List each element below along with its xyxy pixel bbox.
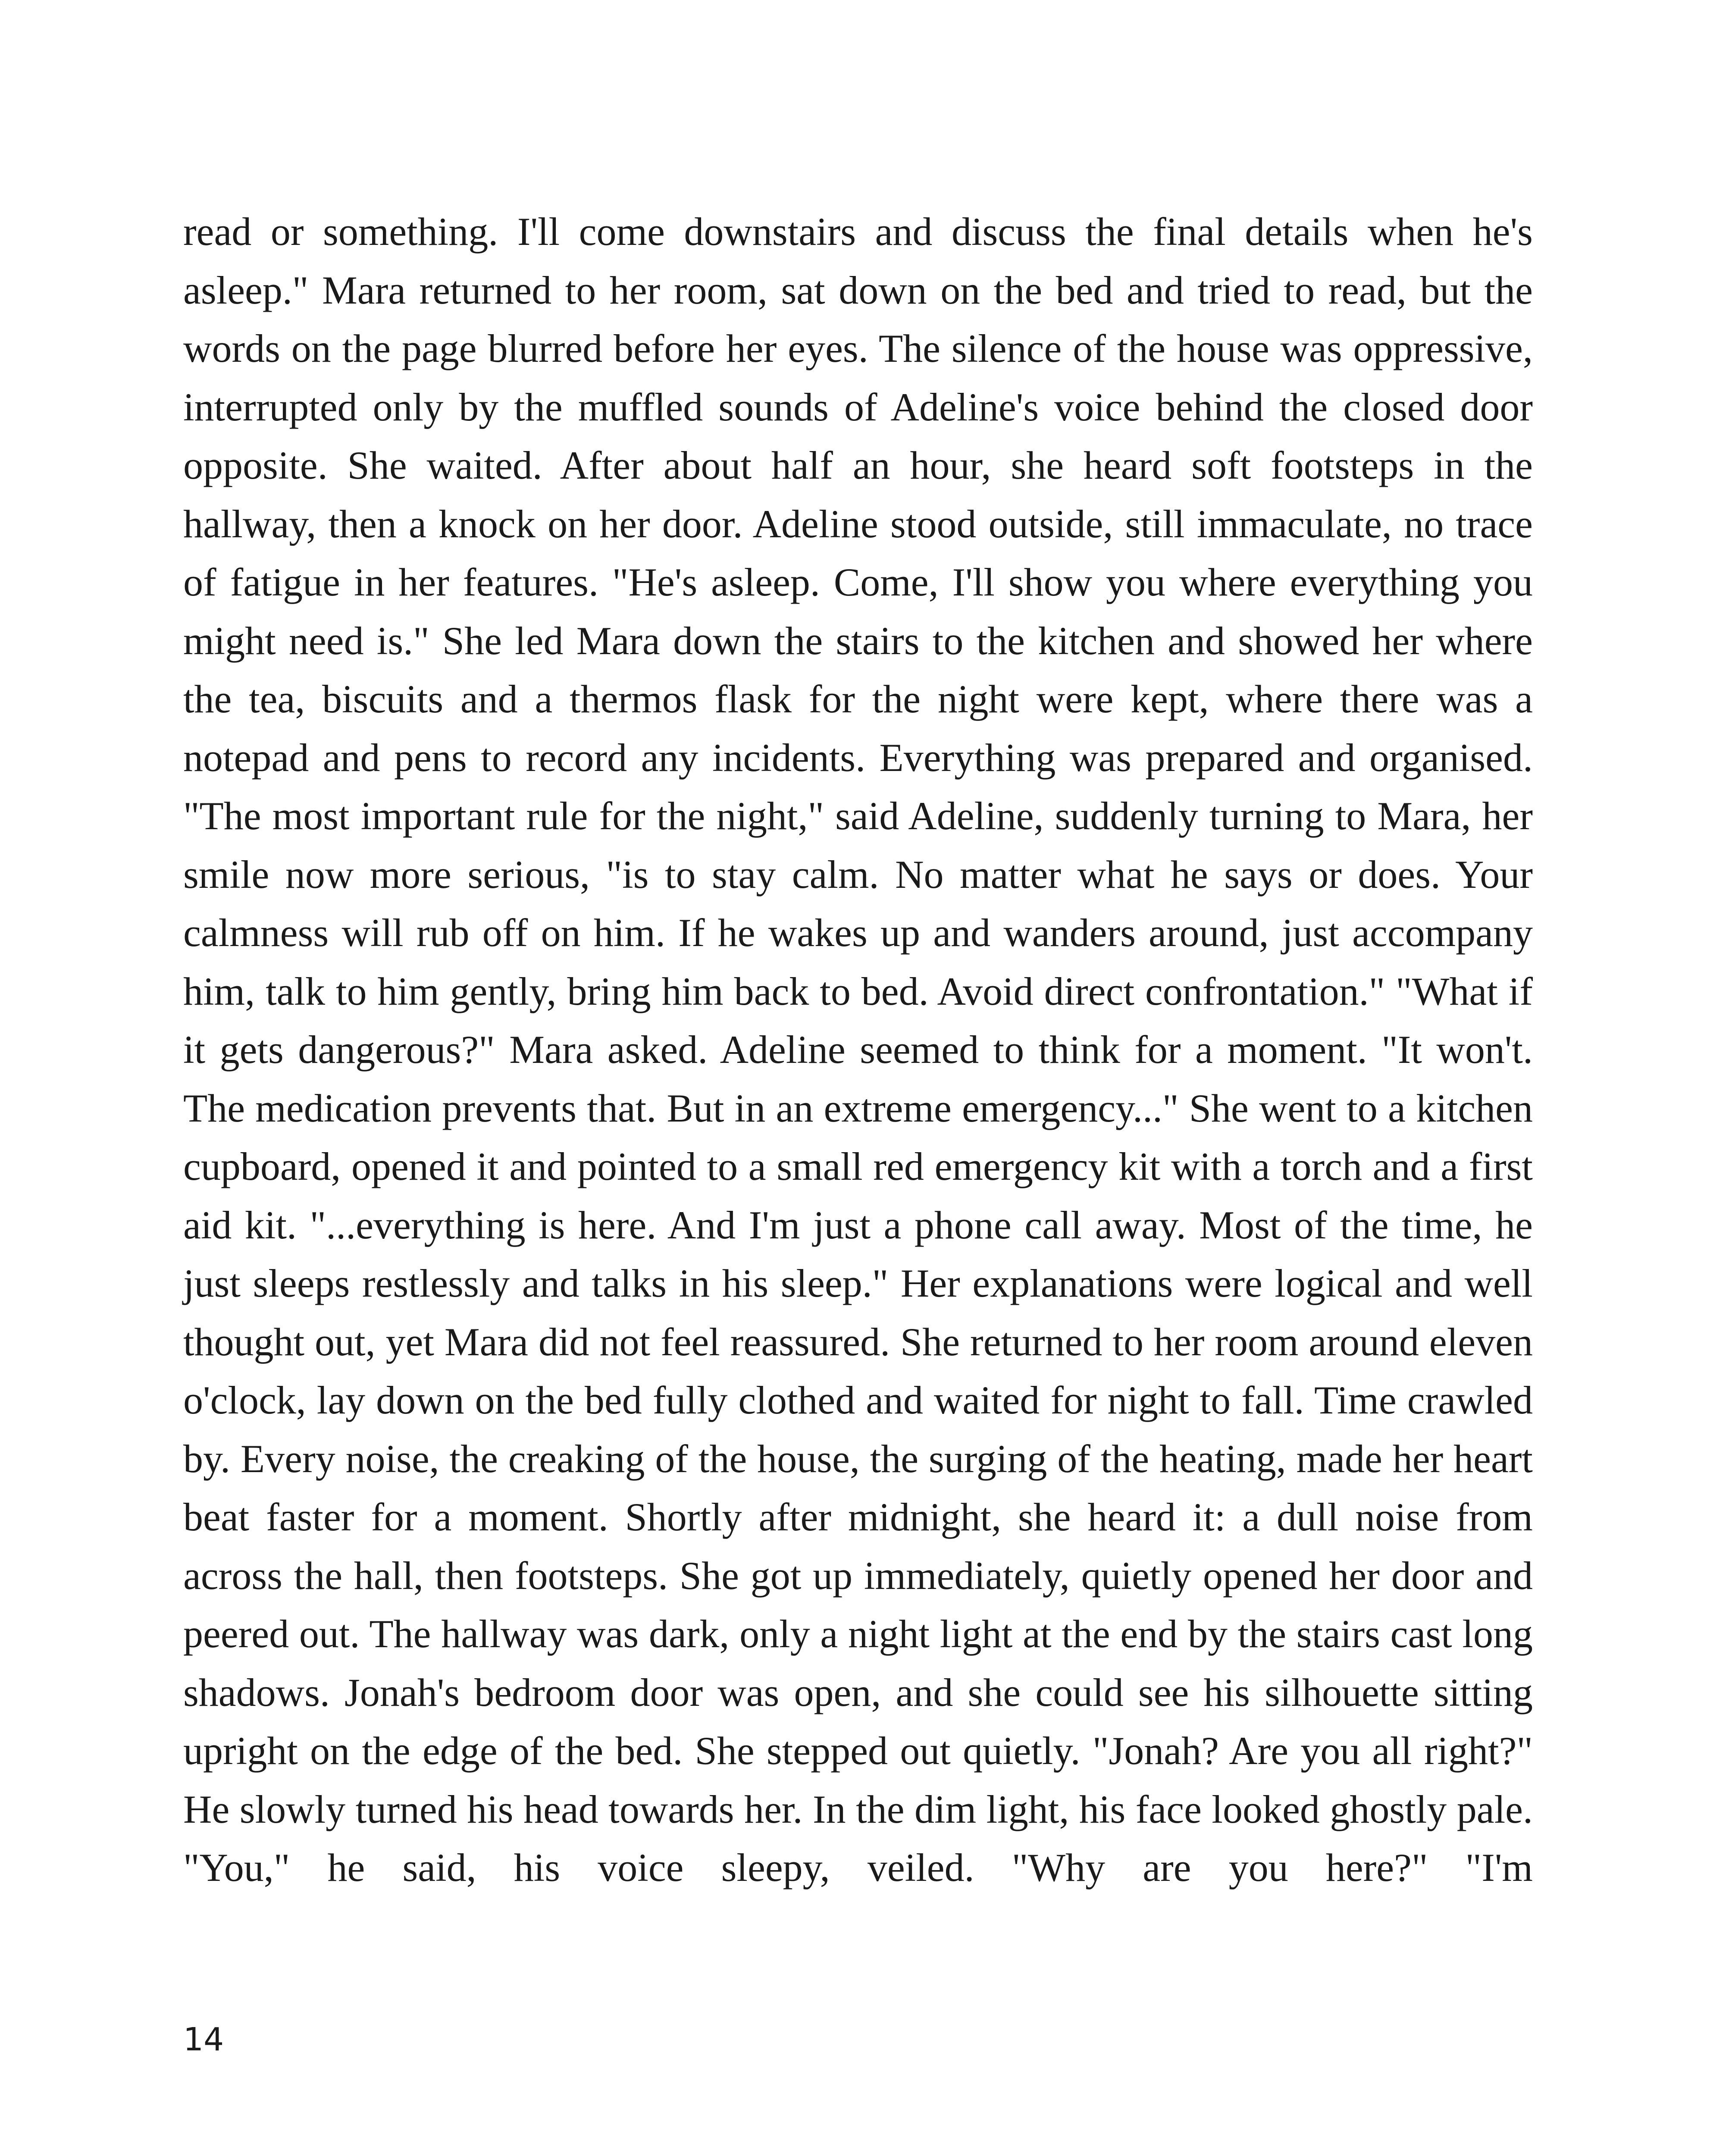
body-paragraph: read or something. I'll come downstairs and discuss the final details when he's asleep." Mara returned to her room, sat down on the bed and tried to read, but the words on the page blurred before her eyes. The silence of the house was oppressive, interrupted only by the muffled sounds of Adeline's voice behind the closed door opposite. She waited. After about half an hour, she heard soft footsteps in the hallway, then a knock on her door. Adeline stood outside, still immaculate, no trace of fatigue in her features. "He's asleep. Come, I'll show you where everything you might need is." She led Mara down the stairs to the kitchen and showed her where the tea, biscuits and a thermos flask for the night were kept, where there was a notepad and pens to record any incidents. Everything was prepared and organised. "The most important rule for the night," said Adeline, suddenly turning to Mara, her smile now more serious, "is to stay calm. No matter what he says or does. Your calmness will rub off on him. If he wakes up and wanders around, just accompany him, talk to him gently, bring him back to bed. Avoid direct confrontation." "What if it gets dangerous?" Mara asked. Adeline seemed to think for a moment. "It won't. The medication prevents that. But in an extreme emergency..." She went to a kitchen cupboard, opened it and pointed to a small red emergency kit with a torch and a first aid kit. "...everything is here. And I'm just a phone call away. Most of the time, he just sleeps restlessly and talks in his sleep." Her explanations were logical and well thought out, yet Mara did not feel reassured. She returned to her room around eleven o'clock, lay down on the bed fully clothed and waited for night to fall. Time crawled by. Every noise, the creaking of the house, the surging of the heating, made her heart beat faster for a moment. Shortly after midnight, she heard it: a dull noise from across the hall, then footsteps. She got up immediately, quietly opened her door and peered out. The hallway was dark, only a night light at the end by the stairs cast long shadows. Jonah's bedroom door was open, and she could see his silhouette sitting upright on the edge of the bed. She stepped out quietly. "Jonah? Are you all right?" He slowly turned his head towards her. In the dim light, his face looked ghostly pale. "You," he said, his voice sleepy, veiled. "Why are you here?" "I'm [183, 210, 1533, 1890]
page-number: 14 [183, 2021, 224, 2058]
